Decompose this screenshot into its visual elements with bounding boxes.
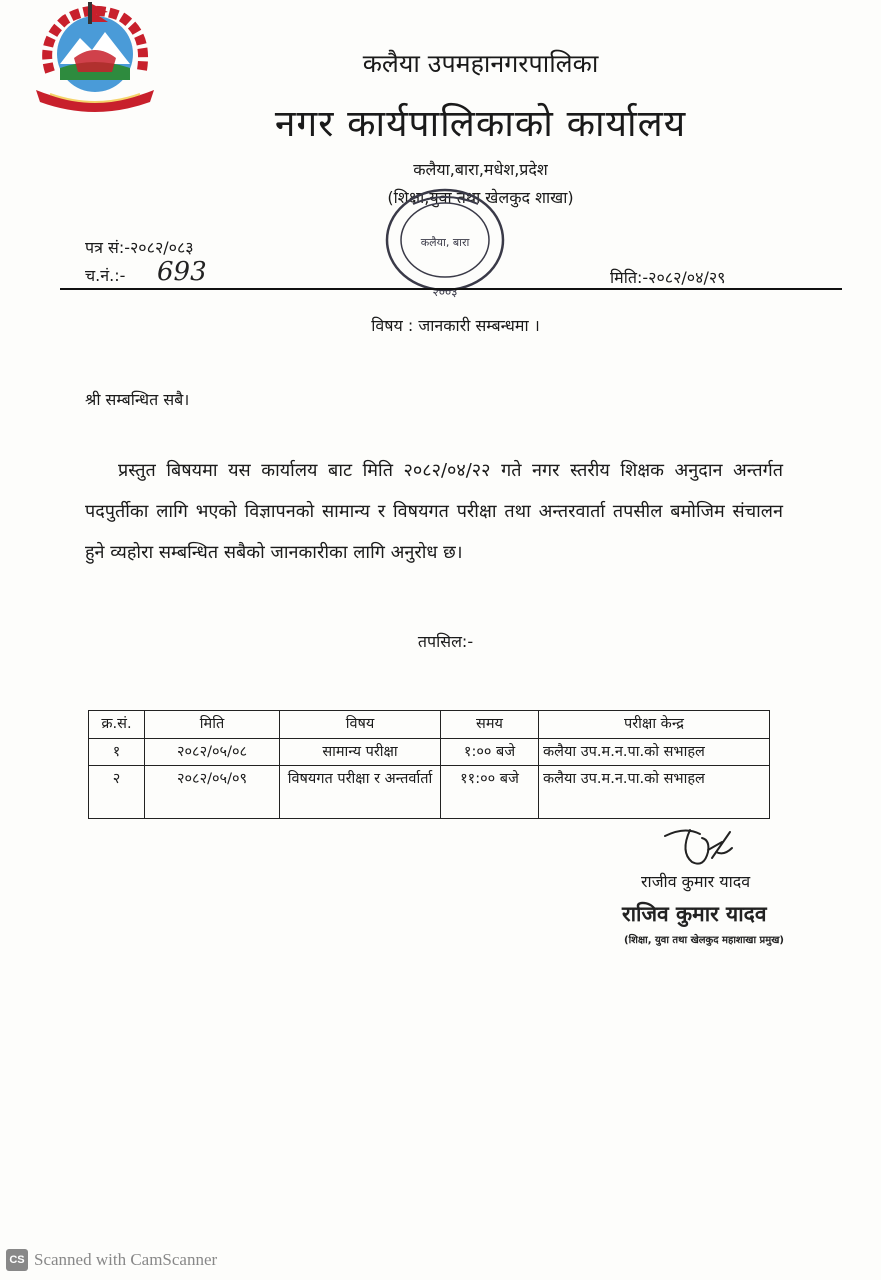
- cell-subject: सामान्य परीक्षा: [280, 739, 441, 766]
- salutation: श्री सम्बन्धित सबै।: [85, 390, 190, 409]
- cell-exam-center: कलैया उप.म.न.पा.को सभाहल: [539, 739, 770, 766]
- dispatch-number-label: च.नं.:-: [85, 266, 126, 285]
- stamp-text: कलैया, बारा: [420, 236, 470, 249]
- letter-date: मिति:-२०८२/०४/२९: [610, 268, 726, 287]
- cell-serial: १: [89, 739, 145, 766]
- office-address: कलैया,बारा,मधेश,प्रदेश: [413, 160, 548, 179]
- header-exam-center: परीक्षा केन्द्र: [539, 711, 770, 739]
- signatory-name: राजीव कुमार यादव: [641, 872, 751, 891]
- letter-number: पत्र सं:-२०८२/०८३: [85, 238, 194, 257]
- camscanner-text: Scanned with CamScanner: [34, 1250, 218, 1269]
- office-stamp-icon: [378, 182, 513, 302]
- dispatch-number: 693: [157, 257, 207, 287]
- camscanner-logo-icon: CS: [6, 1249, 28, 1271]
- header-subject: विषय: [280, 711, 441, 739]
- header-date: मिति: [145, 711, 280, 739]
- branch-name: (शिक्षा,युवा तथा खेलकुद शाखा): [387, 188, 574, 207]
- cell-exam-center: कलैया उप.म.न.पा.को सभाहल: [539, 766, 770, 819]
- signatory-title: (शिक्षा, युवा तथा खेलकुद महाशाखा प्रमुख): [624, 935, 784, 946]
- table-row: [89, 766, 770, 819]
- letter-subject: विषय : जानकारी सम्बन्धमा ।: [371, 316, 540, 335]
- exam-schedule-table: [88, 710, 770, 819]
- signatory-stamp-name: राजिव कुमार यादव: [622, 902, 767, 926]
- letter-body: प्रस्तुत बिषयमा यस कार्यालय बाट मिति २०८२/०४/२२ गते नगर स्तरीय शिक्षक अनुदान अन्तर्गत पदपुर्तीका लागि भएको विज्ञापनको सामान्य र विषयगत परीक्षा तथा अन्तरवार्ता तपसील बमोजिम संचालन हुने व्यहोरा सम्बन्धित सबैको जानकारीका लागि अनुरोध छ।: [85, 460, 783, 563]
- org-name: कलैया उपमहानगरपालिका: [362, 49, 599, 78]
- table-header-row: [89, 711, 770, 739]
- office-name: नगर कार्यपालिकाको कार्यालय: [274, 102, 687, 145]
- cell-date: २०८२/०५/०९: [145, 766, 280, 819]
- handwritten-signature-icon: [660, 822, 740, 872]
- stamp-number: २००३: [432, 285, 458, 299]
- table-row: [89, 739, 770, 766]
- cell-time: ११:०० बजे: [441, 766, 539, 819]
- header-divider: [60, 288, 842, 290]
- details-label: तपसिल:-: [417, 632, 474, 651]
- camscanner-watermark: [6, 1248, 217, 1272]
- cell-serial: २: [89, 766, 145, 819]
- cell-subject: विषयगत परीक्षा र अन्तर्वार्ता: [280, 766, 441, 819]
- cell-time: १:०० बजे: [441, 739, 539, 766]
- cell-date: २०८२/०५/०८: [145, 739, 280, 766]
- header-time: समय: [441, 711, 539, 739]
- header-serial: क्र.सं.: [89, 711, 145, 739]
